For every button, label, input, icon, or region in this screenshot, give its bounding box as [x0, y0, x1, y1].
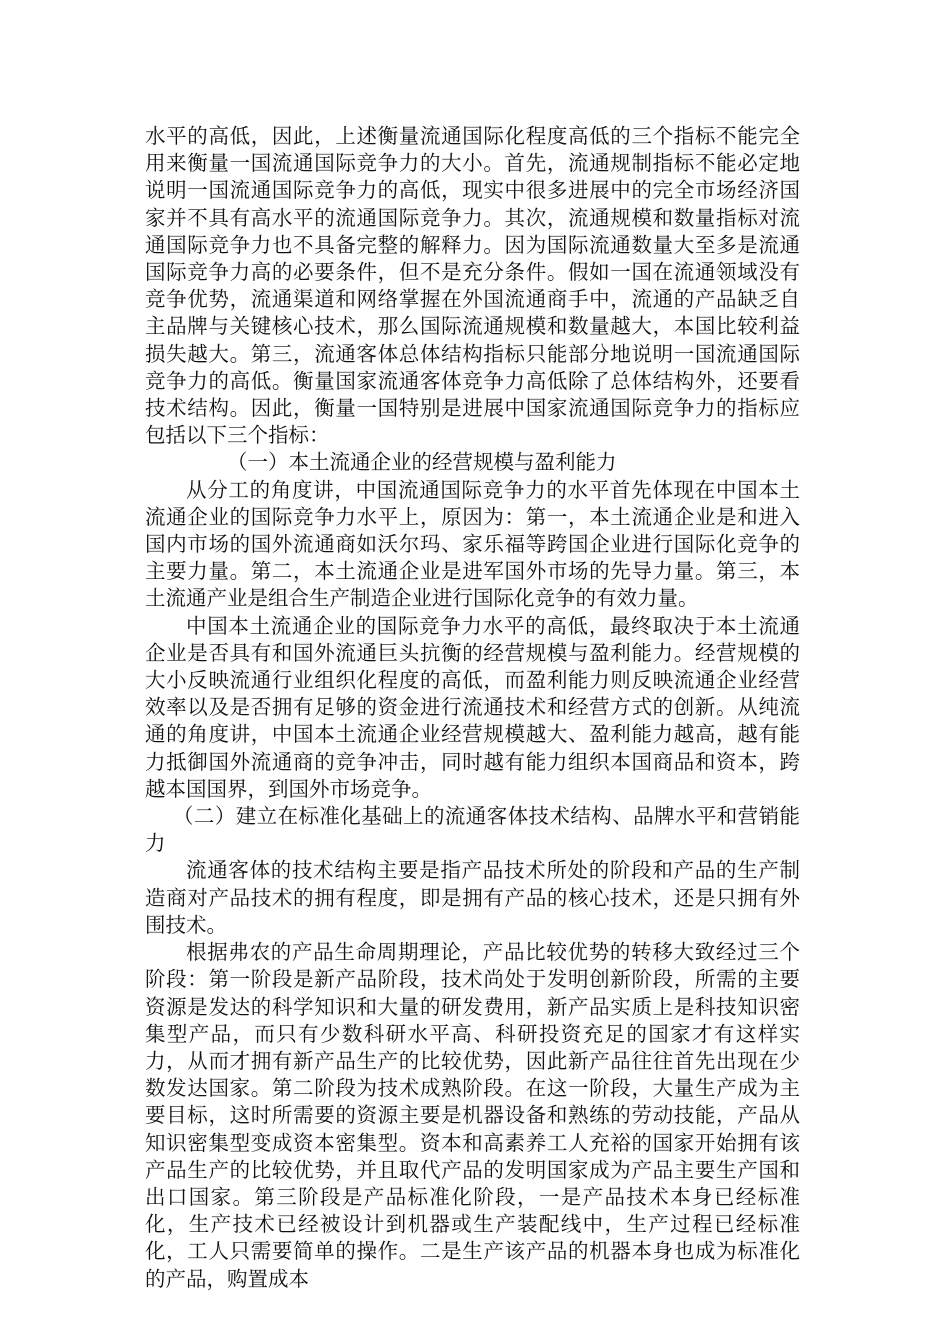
paragraph: 中国本土流通企业的国际竞争力水平的高低，最终取决于本土流通企业是否具有和国外流通巨头抗衡的经营规模与盈利能力。经营规模的大小反映流通行业组织化程度的高低，而盈利能力则反映流通企业经营效率以及是否拥有足够的资金进行流通技术和经营方式的创新。从纯流通的角度讲，中国本土流通企业经营规模越大、盈利能力越高，越有能力抵御国外流通商的竞争冲击，同时越有能力组织本国商品和资本，跨越本国国界，到国外市场竞争。: [145, 613, 800, 801]
paragraph-continued: 水平的高低，因此，上述衡量流通国际化程度高低的三个指标不能完全用来衡量一国流通国际竞争力的大小。首先，流通规制指标不能必定地说明一国流通国际竞争力的高低，现实中很多进展中的完全市场经济国家并不具有高水平的流通国际竞争力。其次，流通规模和数量指标对流通国际竞争力也不具备完整的解释力。因为国际流通数量大至多是流通国际竞争力高的必要条件，但不是充分条件。假如一国在流通领域没有竞争优势，流通渠道和网络掌握在外国流通商手中，流通的产品缺乏自主品牌与关键核心技术，那么国际流通规模和数量越大，本国比较利益损失越大。第三，流通客体总体结构指标只能部分地说明一国流通国际竞争力的高低。衡量国家流通客体竞争力高低除了总体结构外，还要看技术结构。因此，衡量一国特别是进展中国家流通国际竞争力的指标应包括以下三个指标：: [145, 124, 800, 448]
paragraph: 根据弗农的产品生命周期理论，产品比较优势的转移大致经过三个阶段：第一阶段是新产品阶段，技术尚处于发明创新阶段，所需的主要资源是发达的科学知识和大量的研发费用，新产品实质上是科技知识密集型产品，而只有少数科研水平高、科研投资充足的国家才有这样实力，从而才拥有新产品生产的比较优势，因此新产品往往首先出现在少数发达国家。第二阶段为技术成熟阶段。在这一阶段，大量生产成为主要目标，这时所需要的资源主要是机器设备和熟练的劳动技能，产品从知识密集型变成资本密集型。资本和高素养工人充裕的国家开始拥有该产品生产的比较优势，并且取代产品的发明国家成为产品主要生产国和出口国家。第三阶段是产品标准化阶段，一是产品技术本身已经标准化，生产技术已经被设计到机器或生产装配线中，生产过程已经标准化，工人只需要简单的操作。二是生产该产品的机器本身也成为标准化的产品，购置成本: [145, 940, 800, 1291]
section-heading-1: （一）本土流通企业的经营规模与盈利能力: [227, 450, 617, 475]
section-heading-2: （二）建立在标准化基础上的流通客体技术结构、品牌水平和营销能力: [145, 804, 800, 856]
paragraph: 从分工的角度讲，中国流通国际竞争力的水平首先体现在中国本土流通企业的国际竞争力水平上，原因为：第一，本土流通企业是和进入国内市场的国外流通商如沃尔玛、家乐福等跨国企业进行国际化竞争的主要力量。第二，本土流通企业是进军国外市场的先导力量。第三，本土流通产业是组合生产制造企业进行国际化竞争的有效力量。: [145, 477, 800, 611]
paragraph: 流通客体的技术结构主要是指产品技术所处的阶段和产品的生产制造商对产品技术的拥有程度，即是拥有产品的核心技术，还是只拥有外围技术。: [145, 858, 800, 937]
document-body: [145, 123, 800, 1293]
